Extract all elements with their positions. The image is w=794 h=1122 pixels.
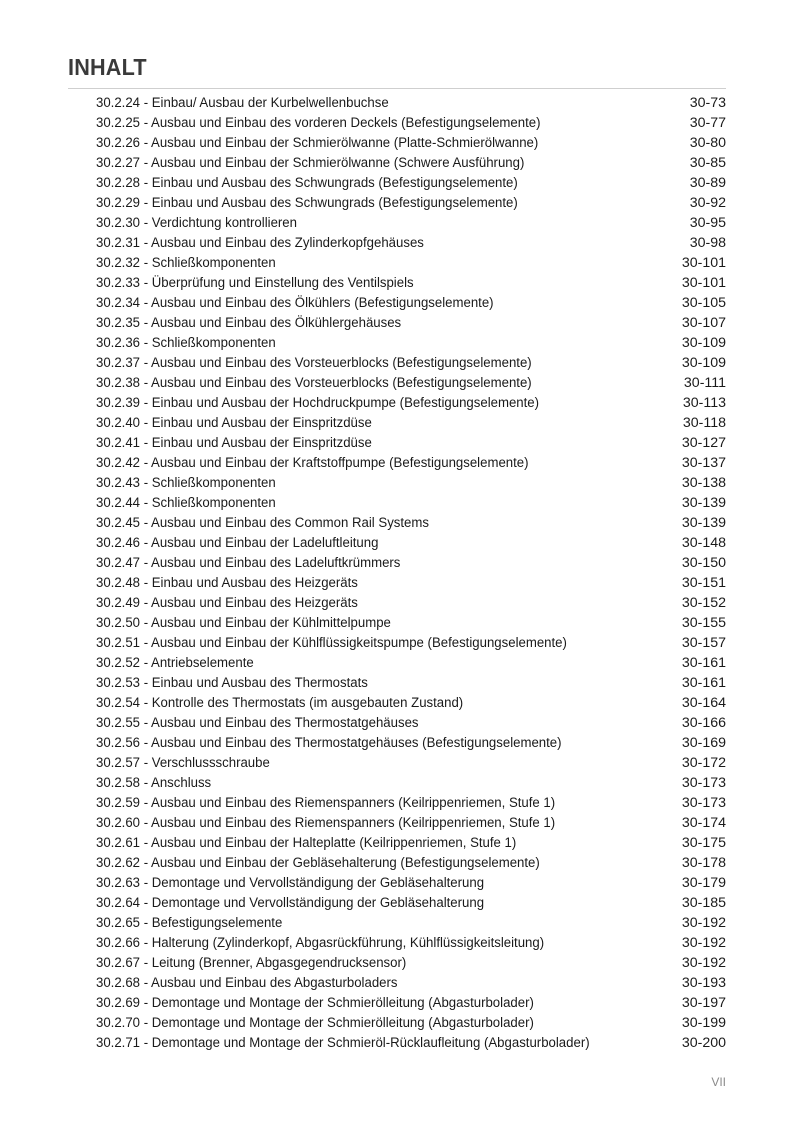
toc-entry-title: 30.2.39 - Einbau und Ausbau der Hochdruckpumpe (Befestigungselemente) (96, 395, 540, 411)
toc-entry[interactable] (96, 913, 726, 933)
toc-entry-title: 30.2.57 - Verschlussschraube (96, 755, 270, 771)
toc-entry[interactable] (96, 393, 726, 413)
toc-entry[interactable] (96, 453, 726, 473)
toc-entry[interactable] (96, 833, 726, 853)
toc-entry-page: 30-172 (681, 755, 726, 771)
toc-entry-title: 30.2.48 - Einbau und Ausbau des Heizgeräts (96, 575, 358, 591)
toc-entry-page: 30-178 (681, 855, 726, 871)
toc-entry-title: 30.2.44 - Schließkomponenten (96, 495, 276, 511)
toc-entry[interactable] (96, 673, 726, 693)
toc-entry-page: 30-109 (681, 355, 726, 371)
toc-entry-title: 30.2.40 - Einbau und Ausbau der Einspritzdüse (96, 415, 372, 431)
toc-entry-title: 30.2.71 - Demontage und Montage der Schmieröl-Rücklaufleitung (Abgasturbolader) (96, 1035, 590, 1051)
toc-entry-title: 30.2.24 - Einbau/ Ausbau der Kurbelwellenbuchse (96, 95, 389, 111)
toc-entry-title: 30.2.36 - Schließkomponenten (96, 335, 276, 351)
toc-entry-title: 30.2.51 - Ausbau und Einbau der Kühlflüssigkeitspumpe (Befestigungselemente) (96, 635, 567, 651)
toc-entry-page: 30-150 (681, 555, 726, 571)
toc-entry-page: 30-169 (681, 735, 726, 751)
toc-entry[interactable] (96, 653, 726, 673)
toc-entry-page: 30-73 (689, 95, 726, 111)
toc-entry[interactable] (96, 873, 726, 893)
toc-entry-title: 30.2.34 - Ausbau und Einbau des Ölkühlers (Befestigungselemente) (96, 295, 494, 311)
toc-entry[interactable] (96, 413, 726, 433)
toc-entry-title: 30.2.65 - Befestigungselemente (96, 915, 283, 931)
toc-entry-page: 30-157 (681, 635, 726, 651)
toc-entry-page: 30-92 (689, 195, 726, 211)
toc-entry[interactable] (96, 933, 726, 953)
toc-entry[interactable] (96, 753, 726, 773)
toc-entry-page: 30-105 (681, 295, 726, 311)
toc-entry[interactable] (96, 1013, 726, 1033)
toc-entry-title: 30.2.35 - Ausbau und Einbau des Ölkühlergehäuses (96, 315, 402, 331)
toc-entry-page: 30-107 (681, 315, 726, 331)
toc-entry[interactable] (96, 793, 726, 813)
page-number: VII (711, 1075, 726, 1089)
toc-entry-title: 30.2.41 - Einbau und Ausbau der Einspritzdüse (96, 435, 372, 451)
toc-entry-title: 30.2.26 - Ausbau und Einbau der Schmierölwanne (Platte-Schmierölwanne) (96, 135, 539, 151)
toc-entry-title: 30.2.66 - Halterung (Zylinderkopf, Abgasrückführung, Kühlflüssigkeitsleitung) (96, 935, 545, 951)
toc-entry-page: 30-179 (681, 875, 726, 891)
toc-entry-title: 30.2.33 - Überprüfung und Einstellung des Ventilspiels (96, 275, 414, 291)
toc-entry-page: 30-175 (681, 835, 726, 851)
toc-entry-page: 30-148 (681, 535, 726, 551)
toc-entry[interactable] (96, 513, 726, 533)
toc-entry-page: 30-80 (689, 135, 726, 151)
toc-entry-page: 30-173 (681, 775, 726, 791)
toc-entry-title: 30.2.59 - Ausbau und Einbau des Riemenspanners (Keilrippenriemen, Stufe 1) (96, 795, 556, 811)
toc-entry-page: 30-166 (681, 715, 726, 731)
toc-entry-page: 30-173 (681, 795, 726, 811)
toc-entry-page: 30-161 (681, 655, 726, 671)
toc-entry-page: 30-109 (681, 335, 726, 351)
toc-entry[interactable] (96, 373, 726, 393)
toc-entry[interactable] (96, 633, 726, 653)
toc-entry-title: 30.2.42 - Ausbau und Einbau der Kraftstoffpumpe (Befestigungselemente) (96, 455, 529, 471)
toc-entry-page: 30-111 (683, 375, 726, 391)
toc-entry-title: 30.2.58 - Anschluss (96, 775, 212, 791)
toc-entry-page: 30-155 (681, 615, 726, 631)
toc-entry-page: 30-98 (689, 235, 726, 251)
toc-entry-title: 30.2.37 - Ausbau und Einbau des Vorsteuerblocks (Befestigungselemente) (96, 355, 532, 371)
toc-entry-title: 30.2.55 - Ausbau und Einbau des Thermostatgehäuses (96, 715, 419, 731)
toc-entry[interactable] (96, 213, 726, 233)
toc-entry-page: 30-193 (681, 975, 726, 991)
toc-entry-page: 30-113 (682, 395, 726, 411)
toc-entry[interactable] (96, 473, 726, 493)
toc-entry[interactable] (96, 113, 726, 133)
title-divider (68, 88, 726, 89)
toc-entry-page: 30-85 (689, 155, 726, 171)
toc-entry-title: 30.2.46 - Ausbau und Einbau der Ladeluftleitung (96, 535, 379, 551)
toc-entry[interactable] (96, 333, 726, 353)
toc-entry-title: 30.2.27 - Ausbau und Einbau der Schmierölwanne (Schwere Ausführung) (96, 155, 525, 171)
toc-entry-title: 30.2.28 - Einbau und Ausbau des Schwungrads (Befestigungselemente) (96, 175, 518, 191)
toc-entry[interactable] (96, 353, 726, 373)
toc-entry-page: 30-161 (681, 675, 726, 691)
toc-entry[interactable] (96, 93, 726, 113)
toc-entry[interactable] (96, 293, 726, 313)
toc-entry-title: 30.2.62 - Ausbau und Einbau der Gebläsehalterung (Befestigungselemente) (96, 855, 540, 871)
table-of-contents (96, 93, 726, 1053)
toc-entry[interactable] (96, 133, 726, 153)
toc-entry-title: 30.2.61 - Ausbau und Einbau der Halteplatte (Keilrippenriemen, Stufe 1) (96, 835, 517, 851)
toc-entry-title: 30.2.54 - Kontrolle des Thermostats (im ausgebauten Zustand) (96, 695, 464, 711)
toc-entry-title: 30.2.25 - Ausbau und Einbau des vorderen Deckels (Befestigungselemente) (96, 115, 541, 131)
toc-entry[interactable] (96, 613, 726, 633)
toc-entry-page: 30-192 (681, 955, 726, 971)
toc-entry[interactable] (96, 233, 726, 253)
toc-entry[interactable] (96, 193, 726, 213)
toc-entry-title: 30.2.49 - Ausbau und Einbau des Heizgeräts (96, 595, 358, 611)
toc-entry[interactable] (96, 253, 726, 273)
toc-entry-page: 30-164 (681, 695, 726, 711)
toc-entry-title: 30.2.38 - Ausbau und Einbau des Vorsteuerblocks (Befestigungselemente) (96, 375, 532, 391)
toc-entry-title: 30.2.69 - Demontage und Montage der Schmierölleitung (Abgasturbolader) (96, 995, 534, 1011)
toc-entry-page: 30-139 (681, 495, 726, 511)
toc-entry[interactable] (96, 433, 726, 453)
toc-entry[interactable] (96, 573, 726, 593)
toc-entry-page: 30-138 (681, 475, 726, 491)
page-title: INHALT (68, 54, 147, 80)
toc-entry-title: 30.2.68 - Ausbau und Einbau des Abgasturboladers (96, 975, 398, 991)
toc-entry-title: 30.2.32 - Schließkomponenten (96, 255, 276, 271)
toc-entry[interactable] (96, 313, 726, 333)
toc-entry-page: 30-200 (681, 1035, 726, 1051)
toc-entry[interactable] (96, 993, 726, 1013)
toc-entry[interactable] (96, 733, 726, 753)
toc-entry-title: 30.2.29 - Einbau und Ausbau des Schwungrads (Befestigungselemente) (96, 195, 518, 211)
toc-entry[interactable] (96, 533, 726, 553)
toc-entry-title: 30.2.45 - Ausbau und Einbau des Common Rail Systems (96, 515, 429, 531)
toc-entry[interactable] (96, 773, 726, 793)
toc-entry-title: 30.2.70 - Demontage und Montage der Schmierölleitung (Abgasturbolader) (96, 1015, 534, 1031)
toc-entry[interactable] (96, 493, 726, 513)
toc-entry[interactable] (96, 853, 726, 873)
toc-entry-page: 30-95 (689, 215, 726, 231)
toc-entry-title: 30.2.53 - Einbau und Ausbau des Thermostats (96, 675, 368, 691)
toc-entry-page: 30-151 (681, 575, 726, 591)
toc-entry-title: 30.2.52 - Antriebselemente (96, 655, 254, 671)
toc-entry-page: 30-199 (681, 1015, 726, 1031)
toc-entry-page: 30-89 (689, 175, 726, 191)
toc-entry-title: 30.2.60 - Ausbau und Einbau des Riemenspanners (Keilrippenriemen, Stufe 1) (96, 815, 556, 831)
toc-entry-title: 30.2.30 - Verdichtung kontrollieren (96, 215, 297, 231)
toc-entry-page: 30-192 (681, 935, 726, 951)
toc-entry-page: 30-101 (681, 275, 726, 291)
toc-entry[interactable] (96, 553, 726, 573)
toc-entry-title: 30.2.50 - Ausbau und Einbau der Kühlmittelpumpe (96, 615, 391, 631)
toc-entry-page: 30-77 (689, 115, 726, 131)
toc-entry[interactable] (96, 893, 726, 913)
toc-entry[interactable] (96, 273, 726, 293)
toc-entry-page: 30-139 (681, 515, 726, 531)
toc-entry-title: 30.2.67 - Leitung (Brenner, Abgasgegendrucksensor) (96, 955, 407, 971)
toc-entry[interactable] (96, 153, 726, 173)
toc-entry-page: 30-152 (681, 595, 726, 611)
toc-entry-page: 30-192 (681, 915, 726, 931)
toc-entry-page: 30-137 (681, 455, 726, 471)
toc-entry-title: 30.2.47 - Ausbau und Einbau des Ladeluftkrümmers (96, 555, 401, 571)
toc-entry-title: 30.2.31 - Ausbau und Einbau des Zylinderkopfgehäuses (96, 235, 424, 251)
toc-entry[interactable] (96, 953, 726, 973)
toc-entry[interactable] (96, 713, 726, 733)
toc-entry-title: 30.2.43 - Schließkomponenten (96, 475, 276, 491)
toc-entry-page: 30-197 (681, 995, 726, 1011)
toc-entry[interactable] (96, 1033, 726, 1053)
toc-entry[interactable] (96, 693, 726, 713)
toc-entry-page: 30-118 (682, 415, 726, 431)
toc-entry-title: 30.2.63 - Demontage und Vervollständigung der Gebläsehalterung (96, 875, 485, 891)
toc-entry[interactable] (96, 973, 726, 993)
toc-entry-page: 30-101 (681, 255, 726, 271)
toc-entry-title: 30.2.56 - Ausbau und Einbau des Thermostatgehäuses (Befestigungselemente) (96, 735, 562, 751)
toc-entry[interactable] (96, 173, 726, 193)
toc-entry-page: 30-174 (681, 815, 726, 831)
toc-entry[interactable] (96, 593, 726, 613)
toc-entry-title: 30.2.64 - Demontage und Vervollständigung der Gebläsehalterung (96, 895, 485, 911)
toc-entry-page: 30-127 (681, 435, 726, 451)
toc-entry[interactable] (96, 813, 726, 833)
toc-entry-page: 30-185 (681, 895, 726, 911)
